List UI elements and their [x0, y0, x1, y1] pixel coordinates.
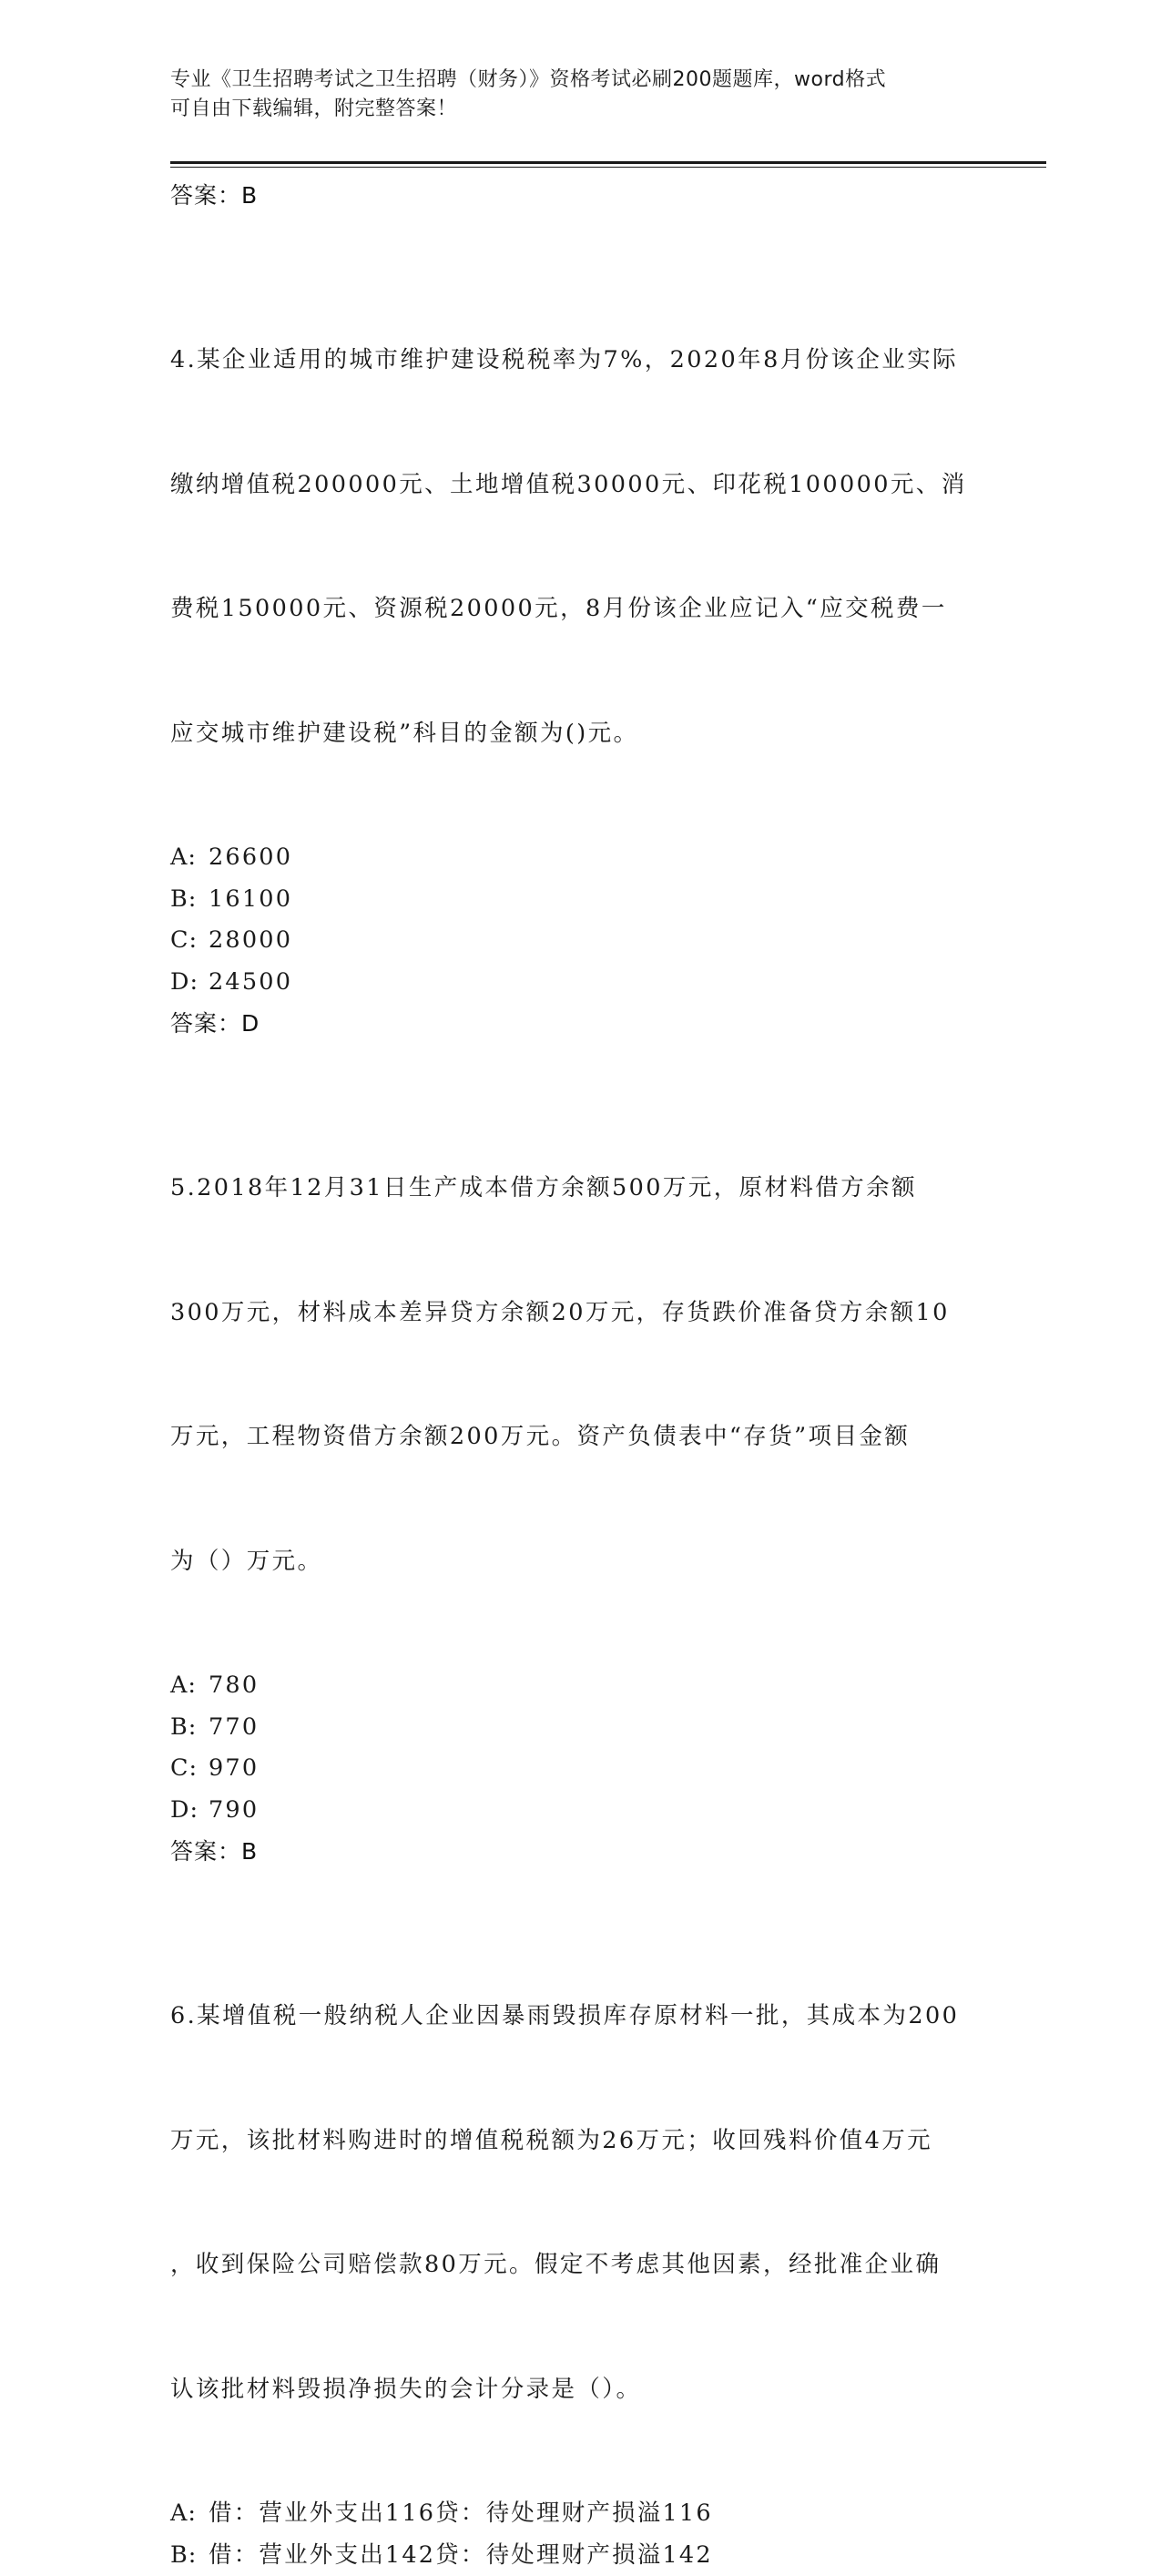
option-text: 28000: [209, 926, 292, 954]
stem-line: 为（）万元。: [170, 1541, 990, 1583]
option-b: [170, 879, 990, 921]
question-6: [170, 1913, 990, 2576]
stem-line: 万元，该批材料购进时的增值税税额为26万元；收回残料价值4万元: [170, 2121, 990, 2162]
stem-line: ，收到保险公司赔偿款80万元。假定不考虑其他因素，经批准企业确: [170, 2244, 990, 2286]
previous-answer: 答案：B: [170, 175, 990, 217]
stem-line: 费税150000元、资源税20000元，8月份该企业应记入“应交税费一: [170, 588, 990, 630]
stem-line: 认该批材料毁损净损失的会计分录是（）。: [170, 2369, 990, 2411]
option-a: [170, 1665, 990, 1707]
option-b: [170, 1707, 990, 1749]
option-letter: D:: [170, 1790, 209, 1832]
option-letter: B:: [170, 879, 209, 921]
option-text: 770: [209, 1713, 259, 1741]
stem-line: 缴纳增值税200000元、土地增值税30000元、印花税100000元、消: [170, 465, 990, 506]
header-line-1: 专业《卫生招聘考试之卫生招聘（财务）》资格考试必刷200题题库，word格式: [170, 66, 972, 95]
option-letter: B:: [170, 2535, 209, 2576]
option-text: 790: [209, 1796, 259, 1824]
stem-line: 万元，工程物资借方余额200万元。资产负债表中“存货”项目金额: [170, 1416, 990, 1458]
option-b: [170, 2535, 990, 2576]
option-text: 26600: [209, 843, 292, 871]
question-stem: [170, 1913, 990, 2493]
question-list: [170, 171, 990, 2576]
option-letter: D:: [170, 962, 209, 1004]
option-letter: A:: [170, 837, 209, 879]
option-letter: B:: [170, 1707, 209, 1749]
option-text: 借：营业外支出142贷：待处理财产损溢142: [209, 2541, 713, 2569]
option-d: [170, 1790, 990, 1832]
option-a: [170, 837, 990, 879]
header-rule-thin: [170, 167, 1046, 168]
question-stem: [170, 257, 990, 837]
option-text: 16100: [209, 885, 292, 913]
option-letter: A:: [170, 2493, 209, 2535]
option-letter: C:: [170, 1748, 209, 1790]
option-a: [170, 2493, 990, 2535]
stem-line: 300万元，材料成本差异贷方余额20万元，存货跌价准备贷方余额10: [170, 1293, 990, 1334]
option-text: 借：营业外支出116贷：待处理财产损溢116: [209, 2499, 713, 2527]
option-text: 24500: [209, 968, 292, 996]
option-text: 780: [209, 1671, 259, 1699]
stem-line: 6.某增值税一般纳税人企业因暴雨毁损库存原材料一批，其成本为200: [170, 1996, 990, 2038]
stem-line: 5.2018年12月31日生产成本借方余额500万元，原材料借方余额: [170, 1168, 990, 1210]
question-5: [170, 1085, 990, 1873]
question-stem: [170, 1085, 990, 1665]
header-line-2: 可自由下载编辑，附完整答案！: [170, 95, 972, 124]
question-answer: 答案：D: [170, 1003, 990, 1045]
option-d: [170, 962, 990, 1004]
question-4: [170, 257, 990, 1045]
option-letter: C:: [170, 920, 209, 962]
option-letter: A:: [170, 1665, 209, 1707]
question-answer: 答案：B: [170, 1831, 990, 1873]
option-c: [170, 1748, 990, 1790]
stem-line: 应交城市维护建设税”科目的金额为()元。: [170, 713, 990, 755]
header-rule-thick: [170, 161, 1046, 164]
document-header: [170, 66, 972, 124]
stem-line: 4.某企业适用的城市维护建设税税率为7%，2020年8月份该企业实际: [170, 340, 990, 382]
option-text: 970: [209, 1754, 259, 1782]
option-c: [170, 920, 990, 962]
